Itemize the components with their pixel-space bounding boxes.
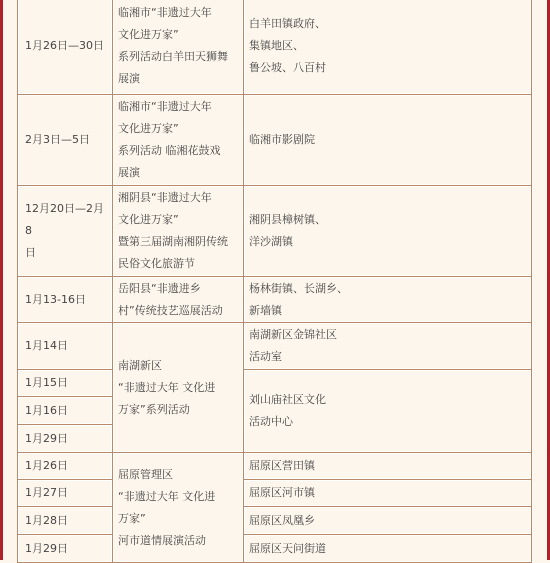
event-text: 临湘市“非遗过大年 文化进万家” 系列活动白羊田天狮舞 展演 [118,5,228,85]
event-cell [113,0,244,95]
date-cell [18,0,113,95]
venue-text: 湘阴县樟树镇、 洋沙湖镇 [249,213,326,248]
event-schedule-table [17,0,532,563]
date-cell [18,480,113,507]
date-text: 1月29日 [25,541,68,555]
venue-cell [244,453,532,480]
event-text: 南湖新区 “非遗过大年 文化进 万家”系列活动 [118,358,216,416]
date-text: 1月27日 [25,486,68,499]
venue-cell [244,507,532,535]
venue-cell [244,323,532,370]
date-text: 1月29日 [25,431,68,445]
venue-text: 屈原区天问街道 [249,541,326,555]
date-cell [18,186,113,277]
date-text: 12月20日—2月8 日 [25,202,104,259]
left-border-stripe [0,0,3,560]
date-cell [18,397,113,425]
date-text: 1月28日 [25,513,68,527]
event-text: 屈原管理区 “非遗过大年 文化进 万家” 河市道情展演活动 [118,467,216,547]
date-cell [18,277,113,323]
event-text: 湘阴县“非遗过大年 文化进万家” 暨第三届湖南湘阴传统 民俗文化旅游节 [118,191,228,270]
table-row [18,186,532,277]
table-row [18,95,532,186]
date-text: 1月13-16日 [25,292,86,306]
event-cell [113,95,244,186]
event-cell [113,453,244,563]
date-cell [18,453,113,480]
venue-cell [244,277,532,323]
table-row [18,323,532,370]
venue-cell [244,0,532,95]
date-text: 1月14日 [25,339,68,352]
date-text: 1月15日 [25,376,68,389]
table-row [18,535,532,563]
venue-text: 临湘市影剧院 [249,133,315,146]
venue-text: 南湖新区金锦社区 活动室 [249,328,337,363]
date-cell [18,535,113,563]
table-row [18,453,532,480]
date-cell [18,95,113,186]
event-cell [113,277,244,323]
table-row [18,277,532,323]
date-cell [18,370,113,397]
venue-cell [244,370,532,453]
venue-cell [244,480,532,507]
table-row [18,480,532,507]
event-cell [113,323,244,453]
venue-text: 屈原区营田镇 [249,459,315,472]
table-row [18,507,532,535]
venue-text: 白羊田镇政府、 集镇地区、 鲁公坡、八百村 [249,16,326,74]
venue-text: 屈原区凤凰乡 [249,513,315,527]
venue-text: 屈原区河市镇 [249,486,315,499]
event-cell [113,186,244,277]
event-text: 临湘市“非遗过大年 文化进万家” 系列活动 临湘花鼓戏 展演 [118,100,221,179]
date-text: 1月26日 [25,459,68,472]
venue-cell [244,95,532,186]
date-cell [18,425,113,453]
table-row [18,370,532,397]
table-row [18,0,532,95]
date-cell [18,507,113,535]
venue-cell [244,186,532,277]
venue-text: 杨林街镇、长湖乡、 新墙镇 [249,281,348,317]
date-text: 1月26日—30日 [25,38,104,52]
date-text: 2月3日—5日 [25,133,90,146]
venue-cell [244,535,532,563]
date-cell [18,323,113,370]
date-text: 1月16日 [25,403,68,417]
venue-text: 刘山庙社区文化 活动中心 [249,393,326,428]
event-text: 岳阳县“非遗进乡 村”传统技艺巡展活动 [118,281,223,317]
